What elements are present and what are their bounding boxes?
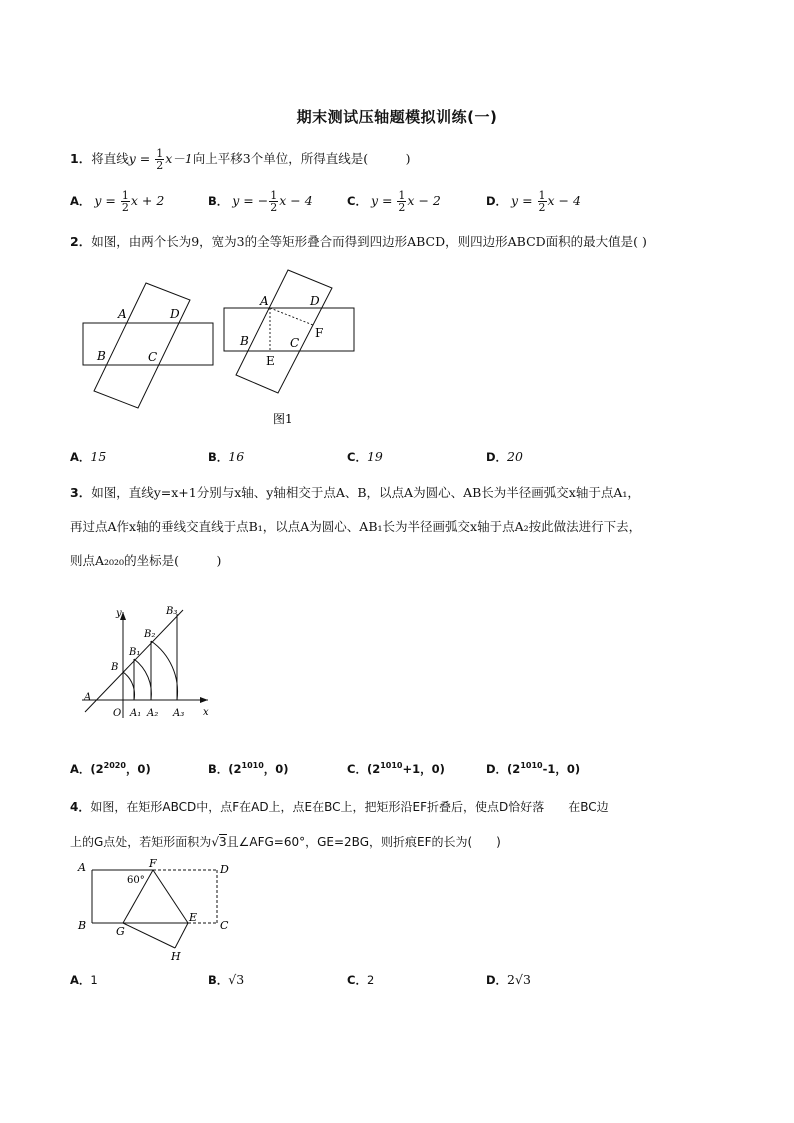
option-base: (2 xyxy=(507,762,521,776)
label-b1: B₁ xyxy=(129,647,141,658)
label-e: E xyxy=(189,911,198,924)
math-expr: y = xyxy=(511,193,537,208)
question-4-line-2 xyxy=(70,833,501,851)
label-e: E xyxy=(266,354,275,368)
math-expr: x − 2 xyxy=(407,193,441,208)
question-1 xyxy=(70,148,410,171)
segment-fe xyxy=(153,870,188,923)
option-base: (2 xyxy=(90,762,104,776)
label-a1: A₁ xyxy=(130,708,142,719)
question-text: 向上平移3个单位，所得直线是( ) xyxy=(192,151,411,166)
label-a2: A₂ xyxy=(147,708,159,719)
question-text: 如图，直线y=x+1分别与x轴、y轴相交于点A、B，以点A为圆心、AB长为半径画弧交x轴于点A₁， xyxy=(91,485,640,500)
figure-q2-right xyxy=(218,265,363,430)
option-label: A． xyxy=(70,450,91,464)
label-a: A xyxy=(118,307,127,321)
option-exponent: 1010 xyxy=(380,761,403,771)
option-c[interactable] xyxy=(347,972,374,988)
option-a[interactable] xyxy=(70,972,98,988)
label-a: A xyxy=(78,861,86,874)
option-rest: ，0) xyxy=(263,762,289,776)
option-label: A． xyxy=(70,194,91,208)
math-expr: x − 4 xyxy=(279,193,313,208)
question-3-line-3: 则点A₂₀₂₀的坐标是( ) xyxy=(70,553,222,568)
option-value: 20 xyxy=(507,449,523,464)
option-a[interactable] xyxy=(70,190,164,213)
sqrt-radicand: 3 xyxy=(218,835,227,849)
option-rest: -1，0) xyxy=(542,762,581,776)
question-text: 如图，由两个长为9，宽为3的全等矩形叠合而得到四边形ABCD，则四边形ABCD面积的最大值是( ) xyxy=(91,234,647,249)
label-y: y xyxy=(116,608,122,619)
option-label: B． xyxy=(208,762,229,776)
option-c[interactable] xyxy=(347,190,441,213)
label-d: D xyxy=(220,863,229,876)
option-b[interactable] xyxy=(208,190,313,213)
option-base: (2 xyxy=(366,762,381,776)
page-title: 期末测试压轴题模拟训练(一) xyxy=(296,108,498,126)
option-c[interactable] xyxy=(347,449,383,465)
option-d[interactable] xyxy=(486,449,523,465)
option-value: 2√3 xyxy=(507,972,531,987)
option-base: (2 xyxy=(228,762,242,776)
math-var: y xyxy=(128,151,136,166)
label-c: C xyxy=(148,350,158,364)
question-4-line-1 xyxy=(70,798,609,816)
option-b[interactable] xyxy=(208,972,244,988)
option-a[interactable] xyxy=(70,761,151,777)
option-value: 2 xyxy=(366,973,375,987)
label-g: G xyxy=(116,925,125,938)
label-b: B xyxy=(111,662,119,673)
arc-3 xyxy=(151,641,178,700)
option-b[interactable] xyxy=(208,449,244,465)
option-value: √3 xyxy=(228,972,245,987)
arc-2 xyxy=(134,659,151,700)
option-d[interactable] xyxy=(486,190,581,213)
numerator: 1 xyxy=(398,189,406,202)
option-exponent: 1010 xyxy=(520,761,543,771)
option-d[interactable] xyxy=(486,761,580,777)
figure-caption: 图1 xyxy=(273,412,293,426)
option-label: C． xyxy=(347,973,367,987)
question-text: 且∠AFG=60°，GE=2BG，则折痕EF的长为( ) xyxy=(226,835,501,849)
label-x: x xyxy=(203,707,209,718)
option-label: D． xyxy=(486,762,508,776)
label-o: O xyxy=(113,708,122,719)
label-f: F xyxy=(149,857,157,870)
option-value: 1 xyxy=(90,973,98,987)
fraction xyxy=(269,190,278,213)
numerator: 1 xyxy=(121,189,129,202)
question-number: 3． xyxy=(70,485,92,500)
option-label: A． xyxy=(70,973,91,987)
fraction xyxy=(538,190,547,213)
math-expr: y = xyxy=(370,193,397,208)
denominator: 2 xyxy=(538,201,546,214)
option-c[interactable] xyxy=(347,761,445,777)
option-rest: ，0) xyxy=(125,762,151,776)
label-b: B xyxy=(97,349,106,363)
label-d: D xyxy=(170,307,180,321)
figure-q4 xyxy=(75,855,235,965)
numerator: 1 xyxy=(538,189,546,202)
x-axis-arrow xyxy=(200,697,208,703)
option-value: 15 xyxy=(90,449,107,464)
math-expr: y = − xyxy=(232,193,269,208)
sqrt-symbol: √ xyxy=(211,835,219,849)
option-value: 16 xyxy=(228,449,245,464)
label-f: F xyxy=(315,326,324,340)
fraction xyxy=(155,148,164,171)
fraction xyxy=(397,190,406,213)
question-2 xyxy=(70,233,647,251)
option-exponent: 1010 xyxy=(241,761,264,771)
arc-1 xyxy=(123,672,135,700)
segment-gh xyxy=(123,923,175,948)
label-b: B xyxy=(78,919,87,932)
label-a: A xyxy=(260,294,269,308)
numerator: 1 xyxy=(270,189,278,202)
tilted-rectangle xyxy=(94,283,190,408)
label-b2: B₂ xyxy=(144,629,156,640)
label-c: C xyxy=(290,336,300,350)
denominator: 2 xyxy=(398,201,406,214)
denominator: 2 xyxy=(121,201,129,214)
question-number: 4． xyxy=(70,800,91,814)
option-label: C． xyxy=(347,194,367,208)
option-label: B． xyxy=(208,973,229,987)
segment-he xyxy=(175,923,188,948)
option-exponent: 2020 xyxy=(103,761,126,771)
option-b[interactable] xyxy=(208,761,289,777)
math-expr: y = xyxy=(94,193,120,208)
option-label: C． xyxy=(347,450,367,464)
option-rest: +1，0) xyxy=(402,762,445,776)
math-expr: x − 4 xyxy=(547,193,581,208)
option-label: D． xyxy=(486,194,508,208)
option-label: C． xyxy=(347,762,367,776)
label-b3: B₃ xyxy=(166,606,178,617)
question-number: 2． xyxy=(70,234,92,249)
label-a: A xyxy=(84,692,92,703)
fraction xyxy=(121,190,130,213)
figure-q2-left xyxy=(78,278,223,413)
question-number: 1． xyxy=(70,151,92,166)
math-op: = xyxy=(139,151,151,166)
option-label: D． xyxy=(486,450,508,464)
label-d: D xyxy=(310,294,320,308)
label-c: C xyxy=(220,919,229,932)
denominator: 2 xyxy=(156,159,164,172)
option-label: B． xyxy=(208,450,229,464)
option-d[interactable] xyxy=(486,972,531,988)
option-value: 19 xyxy=(366,449,383,464)
angle-label: 60° xyxy=(127,875,145,886)
option-a[interactable] xyxy=(70,449,106,465)
question-text: 上的G点处，若矩形面积为 xyxy=(70,835,212,849)
denominator: 2 xyxy=(270,201,278,214)
label-a3: A₃ xyxy=(173,708,185,719)
question-text: 如图，在矩形ABCD中，点F在AD上，点E在BC上，把矩形沿EF折叠后，使点D恰好落 在BC边 xyxy=(90,800,609,814)
figure-q3 xyxy=(80,600,220,725)
question-3-line-2: 再过点A作x轴的垂线交直线于点B₁，以点A为圆心、AB₁长为半径画弧交x轴于点A₂按此做法进行下去， xyxy=(70,519,642,534)
math-expr: x－1 xyxy=(165,151,193,166)
dashed-af xyxy=(270,308,313,325)
label-b: B xyxy=(240,334,249,348)
option-label: A． xyxy=(70,762,91,776)
numerator: 1 xyxy=(156,147,164,160)
label-h: H xyxy=(171,950,181,963)
math-expr: x + 2 xyxy=(130,193,165,208)
option-label: B． xyxy=(208,194,229,208)
question-text: 将直线 xyxy=(91,151,129,166)
question-3-line-1 xyxy=(70,484,640,502)
option-label: D． xyxy=(486,973,508,987)
